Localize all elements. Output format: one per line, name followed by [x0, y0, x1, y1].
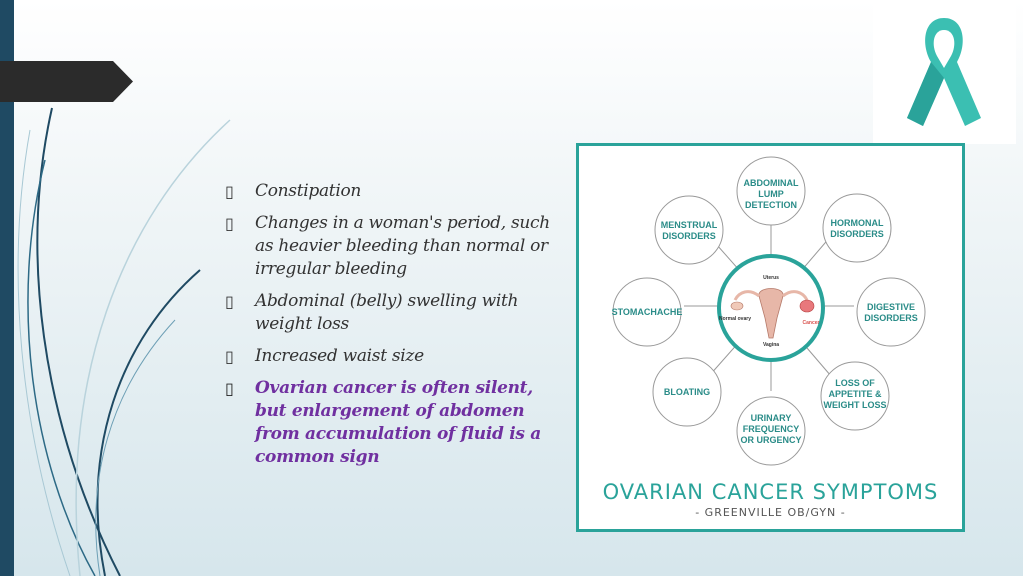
ovarian-cancer-symptoms-figure — [576, 143, 965, 532]
node-label: ABDOMINAL — [743, 178, 799, 188]
bullet-text: Increased waist size — [255, 346, 424, 366]
list-item — [225, 180, 565, 203]
node-label: LUMP — [758, 189, 784, 199]
node-label: FREQUENCY — [742, 424, 800, 434]
node-label: MENSTRUAL — [660, 220, 718, 230]
center-label-right: Cancer — [802, 320, 820, 326]
node-label: DISORDERS — [830, 229, 884, 239]
figure-title: OVARIAN CANCER SYMPTOMS — [602, 480, 939, 504]
list-item — [225, 290, 565, 336]
node-label: DISORDERS — [662, 231, 716, 241]
bullet-marker-icon: ▯ — [225, 347, 234, 366]
svg-text:DIGESTIVEDISORDERS — [864, 302, 918, 323]
node-label: BLOATING — [663, 387, 711, 397]
awareness-ribbon-image — [873, 0, 1016, 144]
bullet-text: Changes in a woman's period, such as heavier bleeding than normal or irregular bleeding — [255, 213, 550, 279]
node-circle — [823, 194, 891, 262]
svg-text:HORMONALDISORDERS — [830, 218, 884, 239]
center-label-top: Uterus — [763, 275, 779, 281]
bullet-marker-icon: ▯ — [225, 379, 234, 398]
list-item — [225, 212, 565, 281]
bullet-marker-icon: ▯ — [225, 292, 234, 311]
node-circle — [857, 278, 925, 346]
figure-subtitle: - GREENVILLE OB/GYN - — [695, 506, 846, 519]
node-label: DIGESTIVE — [866, 302, 916, 312]
bullet-marker-icon: ▯ — [225, 182, 234, 201]
awareness-ribbon-icon — [873, 0, 1016, 144]
node-label: URINARY — [750, 413, 792, 423]
title-arrow-tab — [0, 61, 133, 102]
node-label: STOMACHACHE — [611, 307, 683, 317]
bullet-text: Ovarian cancer is often silent, but enlargement of abdomen from accumulation of fluid is a common sign — [255, 378, 541, 467]
list-item — [225, 345, 565, 368]
node-circle — [655, 196, 723, 264]
svg-text:BLOATING — [664, 387, 710, 397]
list-item-highlighted — [225, 377, 565, 469]
bullet-text: Abdominal (belly) swelling with weight loss — [255, 291, 519, 334]
node-label: DETECTION — [744, 200, 798, 210]
bullet-marker-icon: ▯ — [225, 214, 234, 233]
symptom-wheel — [579, 146, 962, 529]
center-label-left: Normal ovary — [719, 316, 751, 322]
center-label-bottom: Vagina — [762, 342, 780, 348]
node-label: APPETITE & — [828, 389, 882, 399]
svg-text:STOMACHACHE — [612, 307, 683, 317]
node-label: DISORDERS — [864, 313, 918, 323]
node-label: LOSS OF — [835, 378, 875, 388]
node-label: WEIGHT LOSS — [823, 400, 887, 410]
svg-text:MENSTRUALDISORDERS — [661, 220, 718, 241]
node-label: HORMONAL — [830, 218, 884, 228]
bullet-text: Constipation — [255, 181, 362, 201]
node-label: OR URGENCY — [740, 435, 802, 445]
symptom-list — [225, 180, 565, 478]
